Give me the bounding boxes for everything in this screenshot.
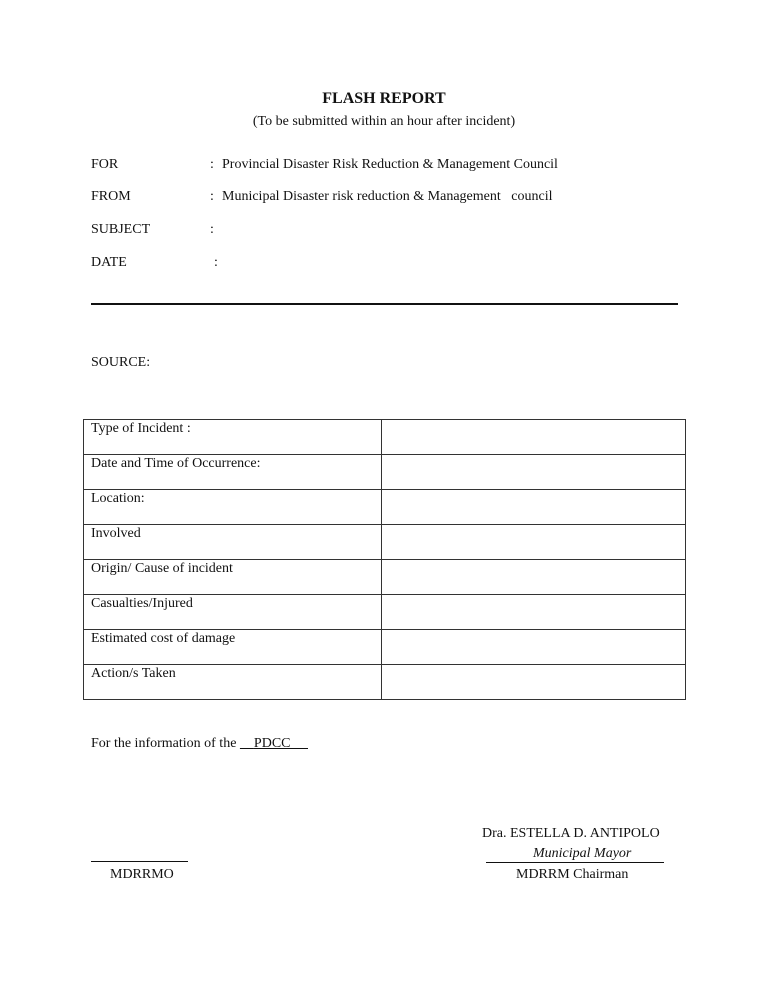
table-row xyxy=(84,490,686,525)
table-row xyxy=(84,630,686,665)
signatory-name: Dra. ESTELLA D. ANTIPOLO xyxy=(482,826,660,841)
from-label: FROM xyxy=(91,189,131,204)
table-row xyxy=(84,665,686,700)
signatory-position: Municipal Mayor xyxy=(533,846,632,861)
table-row xyxy=(84,595,686,630)
signature-line-left xyxy=(91,861,188,862)
info-blank-before xyxy=(240,736,254,751)
row-value-cell[interactable] xyxy=(382,490,686,525)
row-label: Casualties/Injured xyxy=(84,595,382,630)
info-line xyxy=(91,736,308,752)
row-value-cell[interactable] xyxy=(382,665,686,700)
row-value-cell[interactable] xyxy=(382,595,686,630)
row-value-cell[interactable] xyxy=(382,525,686,560)
row-value-cell[interactable] xyxy=(382,420,686,455)
row-label: Location: xyxy=(84,490,382,525)
row-label: Date and Time of Occurrence: xyxy=(84,455,382,490)
for-colon: : xyxy=(210,157,214,172)
for-label: FOR xyxy=(91,157,119,172)
date-colon: : xyxy=(214,255,218,270)
info-recipient: PDCC xyxy=(253,736,291,751)
row-label: Type of Incident : xyxy=(84,420,382,455)
source-label: SOURCE: xyxy=(91,355,151,370)
report-subtitle: (To be submitted within an hour after incident) xyxy=(252,114,516,129)
incident-table xyxy=(83,419,686,700)
report-title: FLASH REPORT xyxy=(322,90,446,107)
row-label: Origin/ Cause of incident xyxy=(84,560,382,595)
row-label: Action/s Taken xyxy=(84,665,382,700)
signatory-left-title: MDRRMO xyxy=(110,867,174,882)
header-divider xyxy=(91,303,678,305)
row-value-cell[interactable] xyxy=(382,455,686,490)
for-value: Provincial Disaster Risk Reduction & Management Council xyxy=(222,157,558,172)
table-row xyxy=(84,560,686,595)
row-value-cell[interactable] xyxy=(382,630,686,665)
signatory-right-title: MDRRM Chairman xyxy=(516,867,629,882)
table-row xyxy=(84,420,686,455)
info-prefix: For the information of the xyxy=(91,736,240,751)
info-blank-after xyxy=(291,736,309,751)
subject-colon: : xyxy=(210,222,214,237)
table-row xyxy=(84,525,686,560)
table-row xyxy=(84,455,686,490)
row-label: Estimated cost of damage xyxy=(84,630,382,665)
date-label: DATE xyxy=(91,255,127,270)
row-value-cell[interactable] xyxy=(382,560,686,595)
signature-line-right xyxy=(486,862,664,863)
from-value: Municipal Disaster risk reduction & Management council xyxy=(222,189,553,204)
subject-label: SUBJECT xyxy=(91,222,151,237)
row-label: Involved xyxy=(84,525,382,560)
from-colon: : xyxy=(210,189,214,204)
